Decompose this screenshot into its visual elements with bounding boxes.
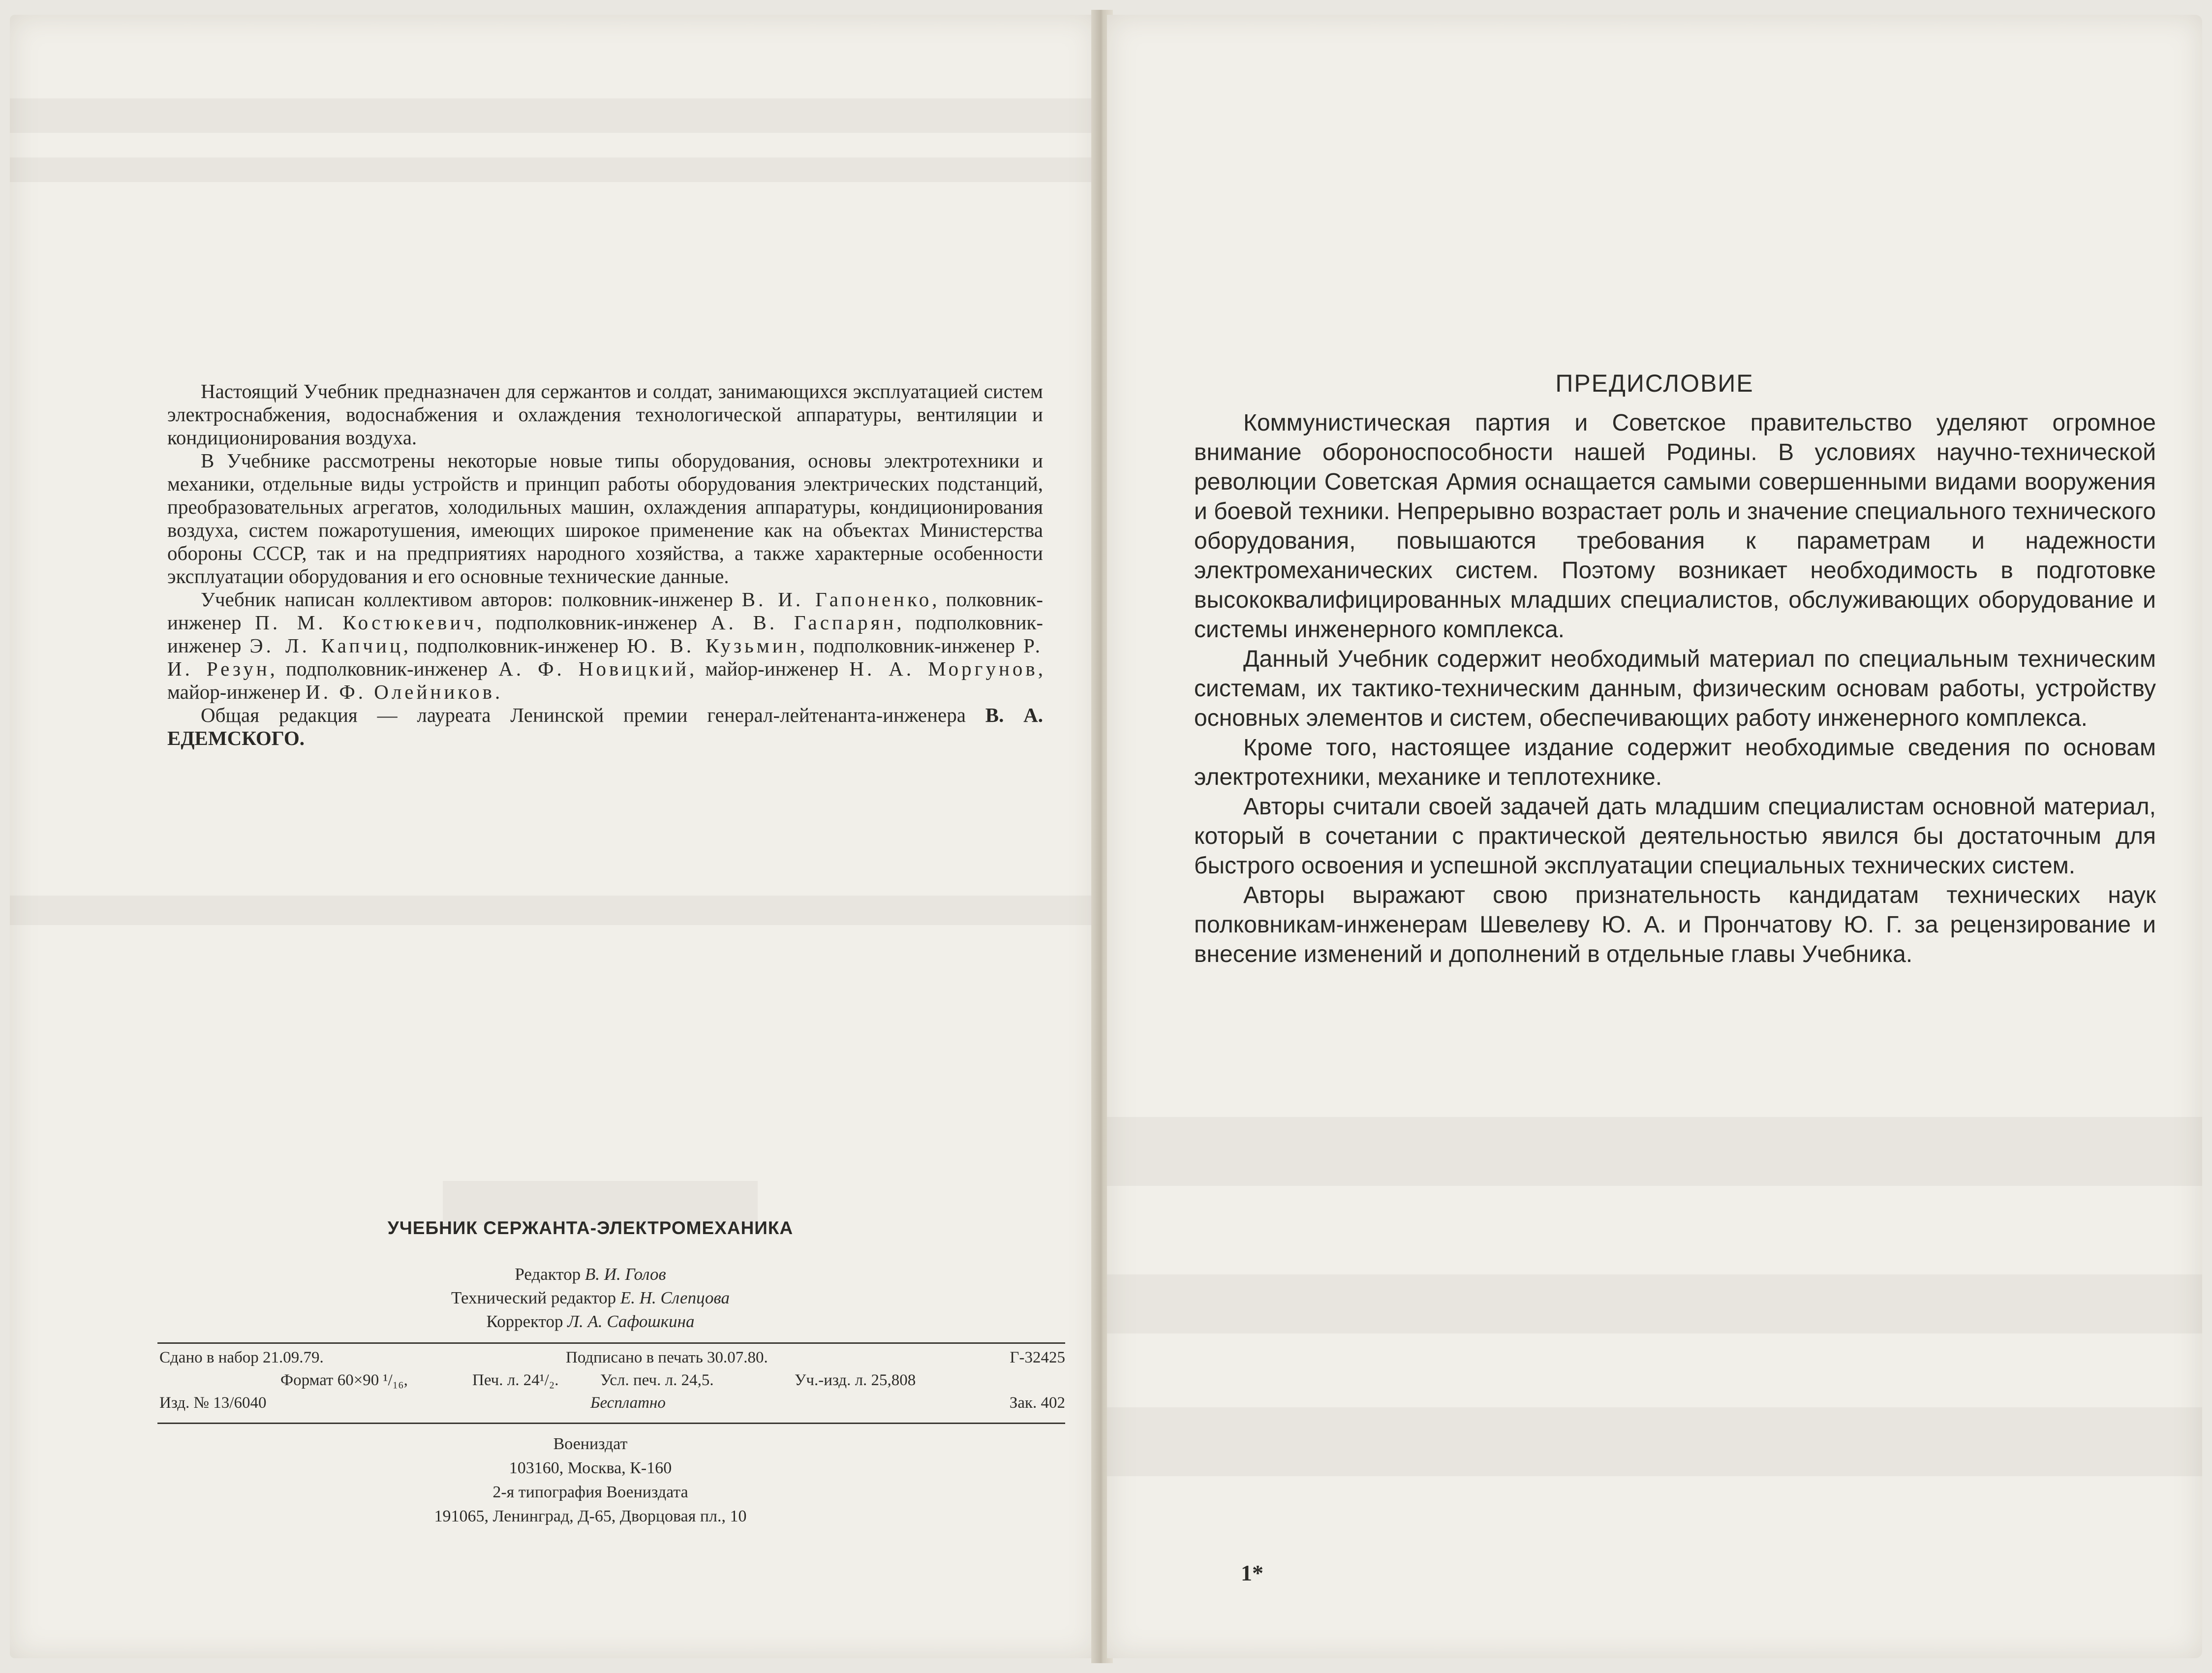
annotation-paragraph: В Учебнике рассмотрены некоторые новые типы оборудования, основы электротехники и механики, отдельные виды устройств и принцип работы оборудования электрических подстанций, преобразовательных агрегатов, холодильных машин, охлаждения аппаратуры, кондиционирования воздуха, систем пожаротушения, имеющих широкое применение как на объектах Министерства обороны СССР, так и на предприятиях народного хозяйства, а также характерные особенности эксплуатации оборудования и его основные технические данные.: [167, 449, 1043, 588]
bleed-through-shadow: [1107, 1407, 2202, 1476]
imprint-box: [157, 1342, 1065, 1424]
credit-proofreader: [305, 1312, 876, 1332]
imprint-order: Зак. 402: [1009, 1394, 1065, 1412]
author-name: В. И. Гапоненко: [741, 588, 932, 611]
book-title: УЧЕБНИК СЕРЖАНТА-ЭЛЕКТРОМЕХАНИКА: [387, 1218, 794, 1238]
page-number: 1*: [1241, 1560, 1263, 1585]
credit-role: Корректор: [486, 1312, 563, 1331]
credit-technical-editor: [305, 1288, 876, 1308]
imprint-code: Г-32425: [1010, 1349, 1065, 1366]
author-rank: , майор-инженер: [167, 657, 1044, 703]
publisher-block: [354, 1432, 827, 1528]
author-rank: , подполковник-инженер: [403, 634, 619, 657]
author-name: Ю. В. Кузьмин: [627, 634, 800, 657]
publisher-line: 103160, Москва, К-160: [509, 1459, 672, 1477]
publisher-line: 2-я типография Воениздата: [492, 1483, 688, 1501]
preface-paragraph: Коммунистическая партия и Советское правительство уделяют огромное внимание обороноспособности нашей Родины. В условиях научно-технической революции Советская Армия оснащается самыми совершенными видами вооружения и боевой техники. Непрерывно возрастает роль и значение специального технического оборудования, повышаются требования к параметрам и надежности электромеханических систем. Поэтому возникает необходимость в подготовке высококвалифицированных младших специалистов, обслуживающих оборудование и системы инженерного комплекса.: [1194, 410, 2156, 643]
imprint-row: [157, 1371, 1065, 1394]
authors-intro: Учебник написан коллективом авторов: полковник-инженер: [201, 588, 733, 611]
author-name: Н. А. Моргунов: [849, 657, 1038, 680]
author-name: И. Ф. Олейников: [306, 681, 495, 703]
imprint-sheets: Печ. л. 24¹/₂.: [472, 1371, 559, 1389]
publisher-line: Воениздат: [553, 1435, 628, 1453]
credit-name: Л. А. Сафошкина: [567, 1312, 695, 1331]
author-name: А. Ф. Новицкий: [498, 657, 690, 680]
credit-role: Редактор: [515, 1265, 581, 1284]
imprint-sent-date: Сдано в набор 21.09.79.: [159, 1349, 324, 1366]
author-rank: , подполковник-инженер: [167, 611, 1044, 657]
author-rank: , подполковник-инженер: [270, 657, 488, 680]
preface-paragraph: Кроме того, настоящее издание содержит необходимые сведения по основам электротехники, механике и теплотехнике.: [1194, 735, 2156, 790]
imprint-price: Бесплатно: [590, 1394, 666, 1412]
authors-paragraph: [167, 588, 1043, 704]
credit-editor: [305, 1265, 876, 1284]
bleed-through-shadow: [10, 157, 1097, 182]
authors-end: .: [495, 681, 500, 703]
bleed-through-shadow: [1107, 1274, 2202, 1333]
publisher-line: 191065, Ленинград, Д-65, Дворцовая пл., 10: [434, 1507, 747, 1525]
preface-text: [1194, 408, 2156, 969]
general-editor-text: Общая редакция — лауреата Ленинской премии генерал-лейтенанта-инженера: [201, 704, 966, 726]
general-editor-name: В. А. ЕДЕМСКОГО.: [167, 704, 1044, 749]
credit-name: В. И. Голов: [584, 1265, 666, 1284]
preface-title: ПРЕДИСЛОВИЕ: [1555, 370, 1754, 397]
annotation-paragraph: Настоящий Учебник предназначен для сержантов и солдат, занимающихся эксплуатацией систем электроснабжения, водоснабжения и охлаждения технологической аппаратуры, вентиляции и кондиционирования воздуха.: [167, 380, 1043, 449]
bleed-through-shadow: [10, 896, 1097, 925]
bleed-through-shadow: [1107, 1117, 2202, 1186]
general-editor-paragraph: [167, 704, 1043, 750]
imprint-row: [157, 1349, 1065, 1371]
credit-role: Технический редактор: [451, 1288, 616, 1307]
preface-paragraph: Авторы выражают свою признательность кандидатам технических наук полковникам-инженерам Шевелеву Ю. А. и Прончатову Ю. Г. за рецензирование и внесение изменений и дополнений в отдельные главы Учебника.: [1194, 882, 2156, 967]
author-rank: , майор-инженер: [689, 657, 839, 680]
author-name: Э. Л. Капчиц: [249, 634, 403, 657]
left-page: [10, 15, 1097, 1658]
preface-paragraph: Авторы считали своей задачей дать младшим специалистам основной материал, который в сочетании с практической деятельностью явился бы достаточным для быстрого освоения и успешной эксплуатации специальных технических систем.: [1194, 794, 2156, 879]
imprint-number: Изд. № 13/6040: [159, 1394, 267, 1412]
imprint-signed-date: Подписано в печать 30.07.80.: [566, 1349, 768, 1366]
annotation-text: [167, 380, 1043, 750]
imprint-format: Формат 60×90 ¹/₁₆,: [280, 1371, 408, 1389]
author-rank: , полковник-инженер: [167, 588, 1044, 634]
author-rank: , подполковник-инженер: [799, 634, 1015, 657]
imprint-conv-sheets: Усл. печ. л. 24,5.: [600, 1371, 714, 1389]
author-name: П. М. Костюкевич: [255, 611, 477, 634]
imprint-edit-sheets: Уч.-изд. л. 25,808: [795, 1371, 916, 1389]
author-name: А. В. Гаспарян: [710, 611, 897, 634]
credit-name: Е. Н. Слепцова: [620, 1288, 730, 1307]
bleed-through-shadow: [10, 98, 1097, 133]
imprint-row: [157, 1394, 1065, 1417]
author-rank: , подполковник-инженер: [476, 611, 698, 634]
right-page: [1107, 15, 2202, 1658]
preface-paragraph: Данный Учебник содержит необходимый материал по специальным техническим системам, их тактико-техническим данным, физическим основам работы, устройству основных элементов и систем, обеспечивающих работу инженерного комплекса.: [1194, 646, 2156, 731]
author-name: Р. И. Резун: [167, 634, 1043, 680]
